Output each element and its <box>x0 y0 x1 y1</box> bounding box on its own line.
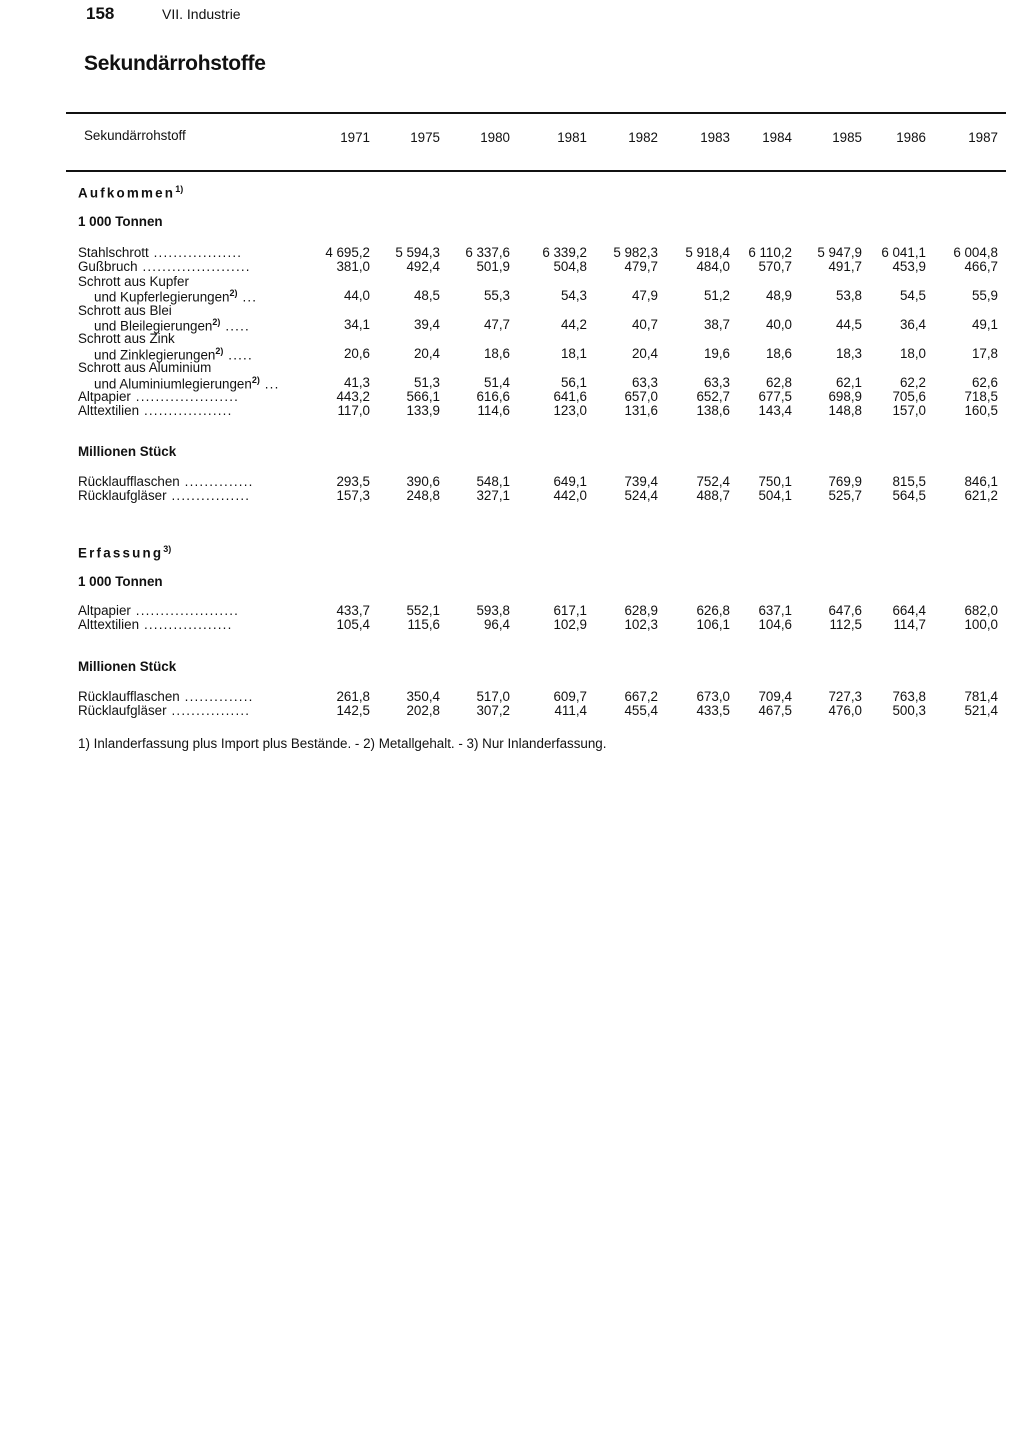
table-cell: 133,9 <box>406 403 440 419</box>
table-cell: 664,4 <box>892 603 926 618</box>
table-cell: 62,8 <box>765 374 792 390</box>
row-label <box>78 403 233 418</box>
table-cell: 641,6 <box>553 389 587 404</box>
table-cell: 491,7 <box>828 259 862 275</box>
leader-dots: ..... <box>223 347 253 363</box>
table-cell: 709,4 <box>758 689 792 704</box>
leader-dots: .................. <box>148 245 243 260</box>
leader-dots: ... <box>237 289 258 305</box>
row-label <box>78 474 254 489</box>
table-cell: 102,9 <box>553 617 587 633</box>
table-cell: 698,9 <box>828 389 862 404</box>
table-cell: 62,2 <box>899 374 926 390</box>
table-cell: 504,8 <box>553 259 587 275</box>
row-label-text: Alttextilien <box>78 403 140 419</box>
table-cell: 609,7 <box>553 689 587 704</box>
table-cell: 647,6 <box>828 603 862 618</box>
table-cell: 657,0 <box>624 389 658 404</box>
row-label <box>78 331 175 346</box>
row-label-note: 2) <box>251 374 260 385</box>
table-cell: 476,0 <box>828 703 862 719</box>
table-cell: 49,1 <box>971 317 998 332</box>
table-cell: 48,9 <box>765 288 792 304</box>
table-cell: 5 918,4 <box>685 245 730 260</box>
row-label-text: Rücklaufgläser <box>78 703 167 719</box>
leader-dots: ..... <box>220 318 250 334</box>
table-cell: 616,6 <box>476 389 510 404</box>
table-cell: 673,0 <box>696 689 730 704</box>
table-cell: 500,3 <box>892 703 926 719</box>
table-cell: 705,6 <box>892 389 926 404</box>
year-header: 1980 <box>480 130 510 145</box>
table-cell: 63,3 <box>703 374 730 390</box>
unit-label: 1 000 Tonnen <box>78 214 163 229</box>
table-cell: 51,2 <box>703 288 730 304</box>
row-label <box>78 488 250 503</box>
section-label: Aufkommen <box>78 185 176 201</box>
page-number: 158 <box>86 4 115 23</box>
table-cell: 47,9 <box>631 288 658 304</box>
row-label <box>78 245 242 260</box>
year-header: 1987 <box>968 130 998 145</box>
table-cell: 504,1 <box>758 488 792 504</box>
row-label <box>78 360 211 375</box>
table-cell: 143,4 <box>758 403 792 419</box>
leader-dots: .............. <box>179 474 254 489</box>
row-label <box>78 303 172 318</box>
row-label-note: 2) <box>229 288 238 299</box>
row-label-text: Rücklaufflaschen <box>78 689 180 704</box>
table-cell: 307,2 <box>476 703 510 719</box>
table-cell: 5 982,3 <box>613 245 658 260</box>
table-cell: 548,1 <box>476 474 510 489</box>
table-cell: 467,5 <box>758 703 792 719</box>
table-cell: 18,6 <box>483 345 510 361</box>
table-cell: 117,0 <box>337 403 370 419</box>
row-label-text: Altpapier <box>78 603 131 618</box>
table-cell: 390,6 <box>406 474 440 489</box>
table-cell: 36,4 <box>899 317 926 332</box>
table-top-rule <box>66 112 1006 114</box>
table-cell: 62,6 <box>971 374 998 390</box>
table-cell: 54,3 <box>560 288 587 304</box>
table-cell: 114,7 <box>893 617 926 633</box>
table-cell: 51,4 <box>483 374 510 390</box>
table-cell: 381,0 <box>336 259 370 275</box>
row-label-text: und Bleilegierungen <box>94 318 213 334</box>
table-cell: 18,1 <box>560 345 587 361</box>
year-header: 1981 <box>557 130 587 145</box>
row-label-text: Schrott aus Kupfer <box>78 273 189 289</box>
table-cell: 6 339,2 <box>542 245 587 260</box>
table-cell: 56,1 <box>560 374 587 390</box>
row-label-note: 2) <box>215 345 224 356</box>
table-cell: 815,5 <box>892 474 926 489</box>
year-header: 1971 <box>340 130 370 145</box>
table-cell: 617,1 <box>553 603 587 618</box>
table-cell: 96,4 <box>483 617 510 633</box>
table-cell: 521,4 <box>964 703 998 719</box>
table-cell: 5 594,3 <box>395 245 440 260</box>
leader-dots: ... <box>259 376 280 392</box>
year-header: 1985 <box>832 130 862 145</box>
table-cell: 433,5 <box>696 703 730 719</box>
table-cell: 566,1 <box>406 389 440 404</box>
table-cell: 593,8 <box>476 603 510 618</box>
table-cell: 55,9 <box>971 288 998 304</box>
table-cell: 38,7 <box>703 317 730 332</box>
table-cell: 488,7 <box>696 488 730 504</box>
table-cell: 769,9 <box>828 474 862 489</box>
table-cell: 637,1 <box>758 603 792 618</box>
table-cell: 621,2 <box>964 488 998 504</box>
table-cell: 750,1 <box>758 474 792 489</box>
table-header-stub: Sekundärrohstoff <box>84 128 186 143</box>
section-note: 1) <box>175 184 184 194</box>
table-cell: 628,9 <box>624 603 658 618</box>
table-cell: 202,8 <box>406 703 440 719</box>
table-cell: 148,8 <box>828 403 862 419</box>
table-cell: 62,1 <box>835 374 862 390</box>
table-cell: 55,3 <box>483 288 510 304</box>
unit-label: 1 000 Tonnen <box>78 574 163 589</box>
table-cell: 327,1 <box>476 488 510 504</box>
table-cell: 4 695,2 <box>325 245 370 260</box>
running-head: VII. Industrie <box>162 6 241 22</box>
year-header: 1982 <box>628 130 658 145</box>
table-cell: 525,7 <box>828 488 862 504</box>
leader-dots: .................. <box>139 403 233 419</box>
section-label: Erfassung <box>78 545 164 561</box>
row-label <box>78 617 233 632</box>
row-label-text: Gußbruch <box>78 259 138 275</box>
row-label <box>78 389 239 404</box>
section-note: 3) <box>163 544 172 554</box>
table-cell: 20,6 <box>343 345 370 361</box>
table-cell: 492,4 <box>406 259 440 275</box>
table-cell: 105,4 <box>336 617 370 633</box>
row-label <box>78 274 189 289</box>
row-label-text: Altpapier <box>78 389 131 404</box>
table-cell: 18,3 <box>835 345 862 361</box>
table-cell: 157,3 <box>336 488 370 504</box>
row-label <box>78 259 251 274</box>
leader-dots: ................ <box>166 488 251 504</box>
table-cell: 443,2 <box>336 389 370 404</box>
table-cell: 5 947,9 <box>817 245 862 260</box>
table-cell: 626,8 <box>696 603 730 618</box>
table-cell: 727,3 <box>828 689 862 704</box>
leader-dots: ................ <box>166 703 251 719</box>
table-cell: 17,8 <box>971 345 998 361</box>
unit-label: Millionen Stück <box>78 444 177 459</box>
table-cell: 41,3 <box>343 374 370 390</box>
row-label-note: 2) <box>212 317 221 327</box>
table-cell: 6 041,1 <box>881 245 926 260</box>
table-cell: 466,7 <box>964 259 998 275</box>
year-header: 1975 <box>410 130 440 145</box>
table-cell: 106,1 <box>696 617 730 633</box>
table-cell: 293,5 <box>336 474 370 489</box>
table-cell: 350,4 <box>406 689 440 704</box>
table-cell: 763,8 <box>892 689 926 704</box>
section-erfassung <box>78 544 171 560</box>
row-label-text: und Zinklegierungen <box>94 347 216 363</box>
table-cell: 157,0 <box>892 403 926 419</box>
table-cell: 524,4 <box>624 488 658 504</box>
table-cell: 48,5 <box>413 288 440 304</box>
table-cell: 131,6 <box>624 403 658 419</box>
table-cell: 44,2 <box>560 317 587 332</box>
leader-dots: .................. <box>139 617 233 633</box>
table-cell: 739,4 <box>624 474 658 489</box>
table-cell: 112,5 <box>829 617 862 633</box>
table-cell: 123,0 <box>553 403 587 419</box>
table-cell: 34,1 <box>343 317 370 332</box>
year-header: 1986 <box>896 130 926 145</box>
table-cell: 100,0 <box>964 617 998 633</box>
row-label-text: Schrott aus Zink <box>78 331 175 347</box>
table-cell: 53,8 <box>835 288 862 304</box>
table-cell: 455,4 <box>624 703 658 719</box>
leader-dots: ..................... <box>130 389 240 404</box>
table-cell: 115,6 <box>407 617 440 633</box>
row-label-text: Rücklaufgläser <box>78 488 167 504</box>
row-label-text: und Aluminiumlegierungen <box>94 376 252 392</box>
table-cell: 19,6 <box>703 345 730 361</box>
table-cell: 652,7 <box>696 389 730 404</box>
table-cell: 517,0 <box>476 689 510 704</box>
table-cell: 54,5 <box>899 288 926 304</box>
row-label-text: Stahlschrott <box>78 245 149 260</box>
table-cell: 39,4 <box>413 317 440 332</box>
row-label-text: Schrott aus Aluminium <box>78 360 212 376</box>
unit-label: Millionen Stück <box>78 659 177 674</box>
table-cell: 564,5 <box>892 488 926 504</box>
table-cell: 677,5 <box>758 389 792 404</box>
table-cell: 142,5 <box>336 703 370 719</box>
table-cell: 6 337,6 <box>465 245 510 260</box>
year-header: 1984 <box>762 130 792 145</box>
table-cell: 552,1 <box>406 603 440 618</box>
table-cell: 44,0 <box>343 288 370 304</box>
table-cell: 44,5 <box>835 317 862 332</box>
row-label <box>78 703 250 718</box>
table-cell: 248,8 <box>406 488 440 504</box>
table-cell: 6 110,2 <box>748 245 792 260</box>
table-cell: 781,4 <box>964 689 998 704</box>
leader-dots: ...................... <box>137 259 251 275</box>
table-cell: 47,7 <box>483 317 510 332</box>
footnote: 1) Inlanderfassung plus Import plus Bestände. - 2) Metallgehalt. - 3) Nur Inlanderfassung. <box>78 736 607 751</box>
table-cell: 20,4 <box>631 345 658 361</box>
table-cell: 40,7 <box>631 317 658 332</box>
table-cell: 18,0 <box>899 345 926 361</box>
table-cell: 649,1 <box>553 474 587 489</box>
table-cell: 667,2 <box>624 689 658 704</box>
table-cell: 846,1 <box>964 474 998 489</box>
table-cell: 501,9 <box>476 259 510 275</box>
table-cell: 752,4 <box>696 474 730 489</box>
table-cell: 104,6 <box>758 617 792 633</box>
table-cell: 20,4 <box>413 345 440 361</box>
table-cell: 6 004,8 <box>953 245 998 260</box>
table-cell: 160,5 <box>964 403 998 419</box>
table-cell: 433,7 <box>336 603 370 618</box>
row-label-text: Alttextilien <box>78 617 140 633</box>
row-label <box>78 603 239 618</box>
table-cell: 18,6 <box>765 345 792 361</box>
table-cell: 570,7 <box>758 259 792 275</box>
table-cell: 453,9 <box>892 259 926 275</box>
table-cell: 138,6 <box>696 403 730 419</box>
table-cell: 63,3 <box>631 374 658 390</box>
table-cell: 40,0 <box>765 317 792 332</box>
table-cell: 411,4 <box>554 703 587 719</box>
table-cell: 442,0 <box>553 488 587 504</box>
row-label-text: und Kupferlegierungen <box>94 289 230 305</box>
table-cell: 479,7 <box>624 259 658 275</box>
leader-dots: .............. <box>179 689 254 704</box>
table-cell: 718,5 <box>964 389 998 404</box>
row-label-text: Schrott aus Blei <box>78 302 172 318</box>
row-label-text: Rücklaufflaschen <box>78 474 180 489</box>
row-label <box>78 689 254 704</box>
page-title: Sekundärrohstoffe <box>84 52 266 75</box>
table-cell: 114,6 <box>477 403 510 419</box>
year-header: 1983 <box>700 130 730 145</box>
table-cell: 102,3 <box>624 617 658 633</box>
table-cell: 261,8 <box>336 689 370 704</box>
section-aufkommen <box>78 184 183 200</box>
table-cell: 484,0 <box>696 259 730 275</box>
table-cell: 51,3 <box>413 374 440 390</box>
table-header-rule <box>66 170 1006 172</box>
table-cell: 682,0 <box>964 603 998 618</box>
leader-dots: ..................... <box>130 603 240 618</box>
